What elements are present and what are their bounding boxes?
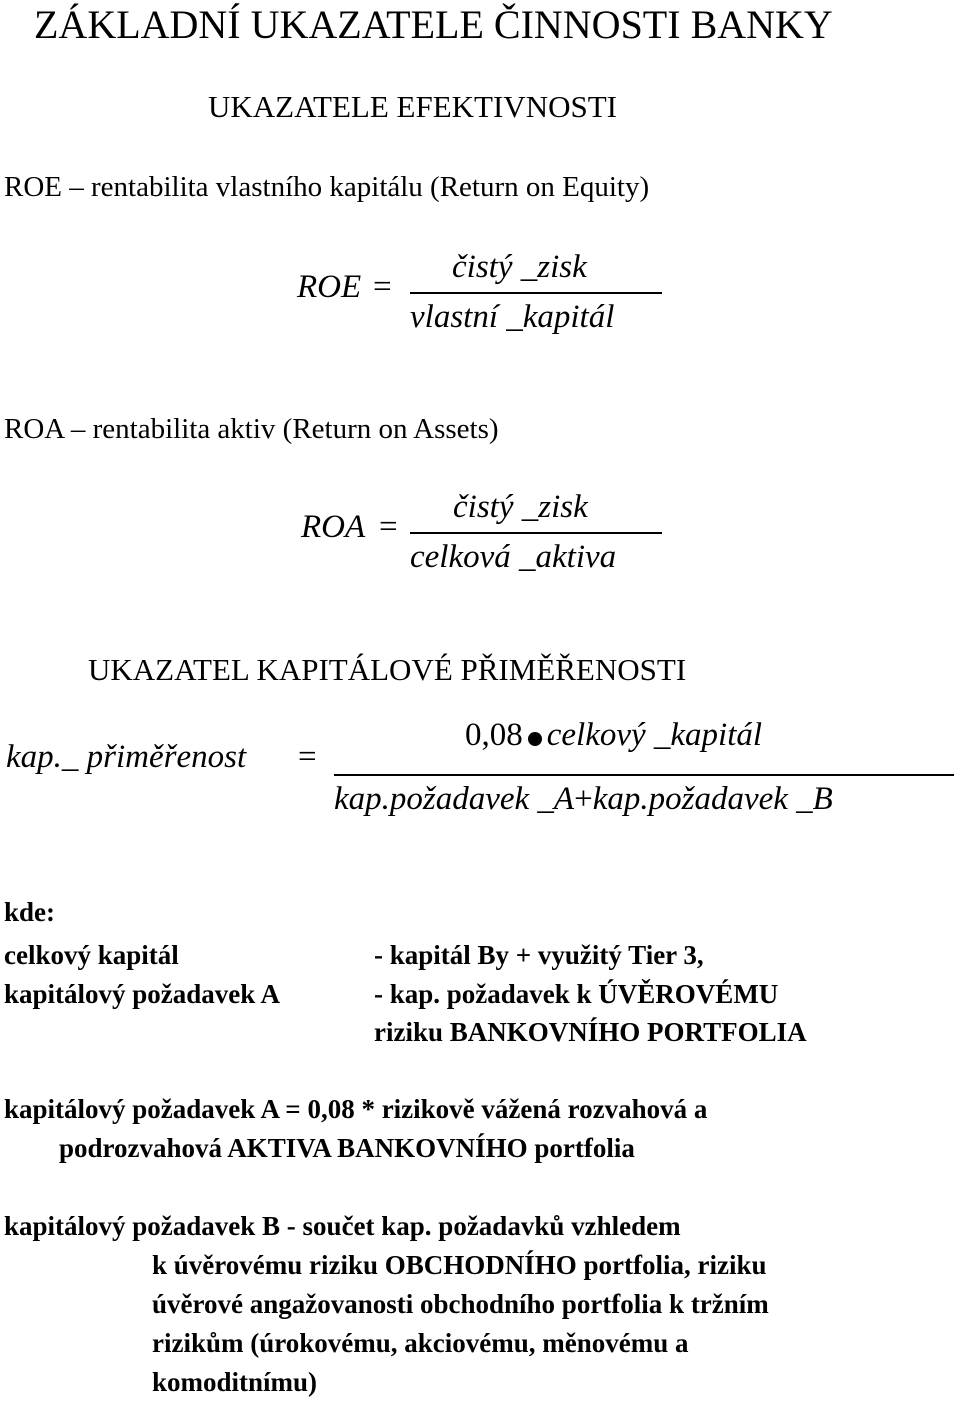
where-def-2: - kap. požadavek k ÚVĚROVÉMU [374, 979, 779, 1009]
def-b-line-5: komoditnímu) [152, 1367, 318, 1397]
roa-equals: = [379, 509, 398, 545]
roa-heading: ROA – rentabilita aktiv (Return on Assets) [4, 413, 499, 445]
roe-lhs: ROE [297, 269, 362, 305]
section-subtitle: UKAZATELE EFEKTIVNOSTI [208, 89, 617, 124]
kap-den-plus: + [574, 781, 593, 817]
roe-denominator: vlastní _kapitál [410, 299, 615, 335]
where-def-2-cont: riziku BANKOVNÍHO PORTFOLIA [374, 1017, 807, 1047]
def-b-line-4: rizikům (úrokovému, akciovému, měnovému a [152, 1328, 689, 1358]
kap-fraction-bar [334, 774, 954, 776]
def-b-line-2: k úvěrovému riziku OBCHODNÍHO portfolia, riziku [152, 1250, 767, 1280]
kap-den-b: kap.požadavek _B [592, 781, 833, 817]
where-term-2: kapitálový požadavek A [4, 979, 281, 1009]
page-title: ZÁKLADNÍ UKAZATELE ČINNOSTI BANKY [34, 2, 833, 47]
kap-lhs: kap._ přiměřenost [6, 739, 247, 775]
roe-fraction-bar [410, 292, 662, 294]
where-term-1: celkový kapitál [4, 940, 179, 970]
roa-fraction-bar [410, 532, 662, 534]
roa-numerator: čistý _zisk [453, 489, 588, 525]
roa-lhs: ROA [301, 509, 366, 545]
where-label: kde: [4, 897, 56, 927]
kap-heading: UKAZATEL KAPITÁLOVÉ PŘIMĚŘENOSTI [88, 652, 687, 687]
kap-num-var: celkový _kapitál [546, 717, 763, 753]
kap-equals: = [298, 739, 317, 775]
multiply-dot-icon [528, 732, 542, 746]
def-b-line-1: kapitálový požadavek B - součet kap. požadavků vzhledem [4, 1211, 681, 1241]
kap-den-a: kap.požadavek _A [334, 781, 575, 817]
def-a-line-2: podrozvahová AKTIVA BANKOVNÍHO portfolia [59, 1133, 635, 1163]
roa-denominator: celková _aktiva [410, 539, 617, 575]
kap-denominator [334, 780, 833, 818]
kap-coefficient: 0,08 [465, 717, 523, 753]
kap-numerator [465, 716, 762, 754]
def-b-line-3: úvěrové angažovanosti obchodního portfolia k tržním [152, 1289, 769, 1319]
roe-equals: = [373, 269, 392, 305]
roe-heading: ROE – rentabilita vlastního kapitálu (Return on Equity) [4, 171, 650, 203]
where-def-1: - kapitál By + využitý Tier 3, [374, 940, 704, 970]
roe-numerator: čistý _zisk [452, 249, 587, 285]
def-a-line-1: kapitálový požadavek A = 0,08 * rizikově vážená rozvahová a [4, 1094, 708, 1124]
